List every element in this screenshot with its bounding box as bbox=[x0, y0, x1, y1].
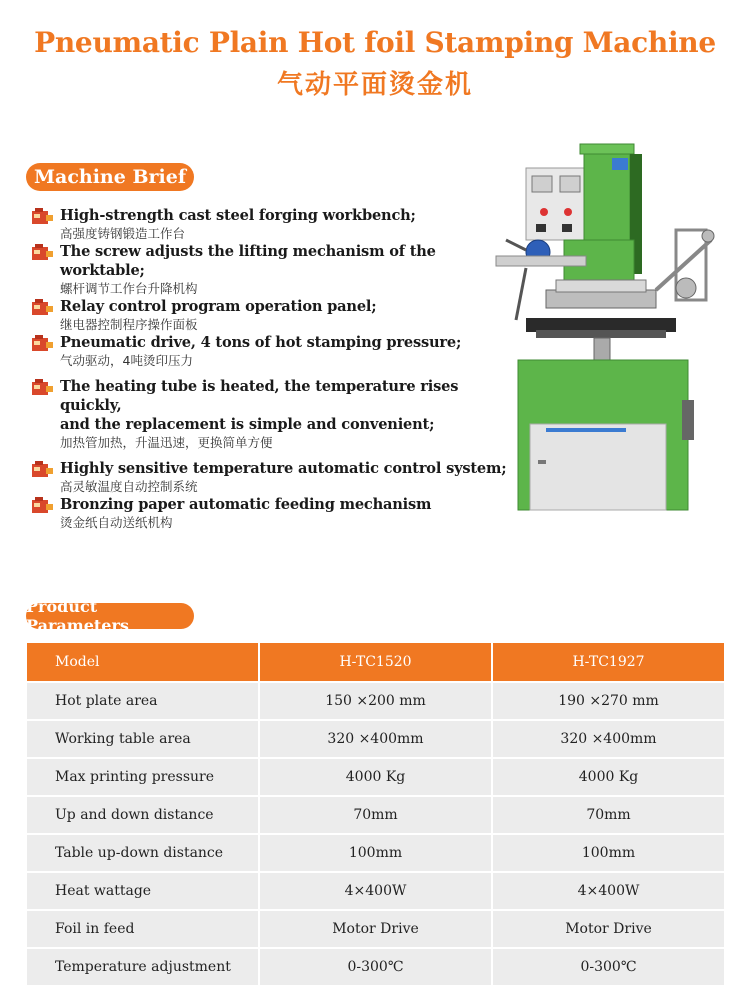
table-row bbox=[27, 948, 724, 985]
feature-cn: 螺杆调节工作台升降机构 bbox=[60, 281, 198, 296]
page-title-cn: 气动平面烫金机 bbox=[276, 70, 473, 100]
feature-en: The screw adjusts the lifting mechanism of the worktable; bbox=[60, 243, 436, 279]
table-header-row bbox=[27, 643, 724, 682]
row-value: 0-300℃ bbox=[259, 948, 492, 985]
machine-bullet-icon bbox=[30, 460, 54, 480]
row-label: Max printing pressure bbox=[27, 758, 259, 796]
stamping-machine-image bbox=[486, 140, 726, 520]
parameters-table bbox=[27, 643, 724, 985]
feature-en: Relay control program operation panel; bbox=[60, 298, 377, 315]
row-value: 0-300℃ bbox=[492, 948, 724, 985]
machine-bullet-icon bbox=[30, 496, 54, 516]
feature-item bbox=[30, 495, 510, 531]
row-value: 320 ×400mm bbox=[492, 720, 724, 758]
table-row bbox=[27, 758, 724, 796]
machine-bullet-icon bbox=[30, 334, 54, 354]
feature-list bbox=[30, 206, 510, 531]
feature-item bbox=[30, 459, 510, 495]
product-parameters-label: Product Parameters bbox=[26, 603, 194, 629]
feature-en-continued: and the replacement is simple and convenient; bbox=[60, 416, 435, 433]
row-label: Hot plate area bbox=[27, 682, 259, 720]
feature-item bbox=[30, 206, 510, 242]
table-row bbox=[27, 834, 724, 872]
row-value: Motor Drive bbox=[492, 910, 724, 948]
feature-en: Pneumatic drive, 4 tons of hot stamping pressure; bbox=[60, 334, 462, 351]
table-row bbox=[27, 720, 724, 758]
table-row bbox=[27, 796, 724, 834]
row-value: Motor Drive bbox=[259, 910, 492, 948]
row-value: 4000 Kg bbox=[259, 758, 492, 796]
machine-brief-label: Machine Brief bbox=[26, 163, 194, 191]
feature-item bbox=[30, 333, 510, 369]
feature-item bbox=[30, 377, 510, 451]
machine-bullet-icon bbox=[30, 243, 54, 263]
row-value: 4×400W bbox=[259, 872, 492, 910]
table-row bbox=[27, 682, 724, 720]
feature-item bbox=[30, 297, 510, 333]
row-label: Working table area bbox=[27, 720, 259, 758]
header-cell-h-tc1927: H-TC1927 bbox=[492, 643, 724, 682]
row-label: Temperature adjustment bbox=[27, 948, 259, 985]
feature-cn: 继电器控制程序操作面板 bbox=[60, 317, 198, 332]
row-value: 150 ×200 mm bbox=[259, 682, 492, 720]
feature-en: Bronzing paper automatic feeding mechanism bbox=[60, 496, 432, 513]
row-label: Up and down distance bbox=[27, 796, 259, 834]
header-cell-model: Model bbox=[27, 643, 259, 682]
row-value: 70mm bbox=[492, 796, 724, 834]
row-label: Table up-down distance bbox=[27, 834, 259, 872]
row-label: Foil in feed bbox=[27, 910, 259, 948]
feature-en: The heating tube is heated, the temperature rises quickly, bbox=[60, 378, 459, 414]
feature-cn: 高灵敏温度自动控制系统 bbox=[60, 479, 198, 494]
feature-cn: 烫金纸自动送纸机构 bbox=[60, 515, 173, 530]
feature-item bbox=[30, 242, 510, 297]
feature-en: High-strength cast steel forging workbench; bbox=[60, 207, 416, 224]
row-value: 320 ×400mm bbox=[259, 720, 492, 758]
page-title-en: Pneumatic Plain Hot foil Stamping Machine bbox=[34, 26, 716, 59]
row-value: 70mm bbox=[259, 796, 492, 834]
machine-bullet-icon bbox=[30, 298, 54, 318]
table-row bbox=[27, 872, 724, 910]
row-label: Heat wattage bbox=[27, 872, 259, 910]
table-row bbox=[27, 910, 724, 948]
feature-en: Highly sensitive temperature automatic control system; bbox=[60, 460, 507, 477]
row-value: 4000 Kg bbox=[492, 758, 724, 796]
feature-cn: 高强度铸钢锻造工作台 bbox=[60, 226, 186, 241]
row-value: 4×400W bbox=[492, 872, 724, 910]
feature-cn: 加热管加热，升温迅速，更换简单方便 bbox=[60, 435, 273, 450]
row-value: 100mm bbox=[492, 834, 724, 872]
row-value: 100mm bbox=[259, 834, 492, 872]
machine-bullet-icon bbox=[30, 207, 54, 227]
machine-bullet-icon bbox=[30, 378, 54, 398]
feature-cn: 气动驱动，4吨烫印压力 bbox=[60, 353, 193, 368]
header-cell-h-tc1520: H-TC1520 bbox=[259, 643, 492, 682]
row-value: 190 ×270 mm bbox=[492, 682, 724, 720]
